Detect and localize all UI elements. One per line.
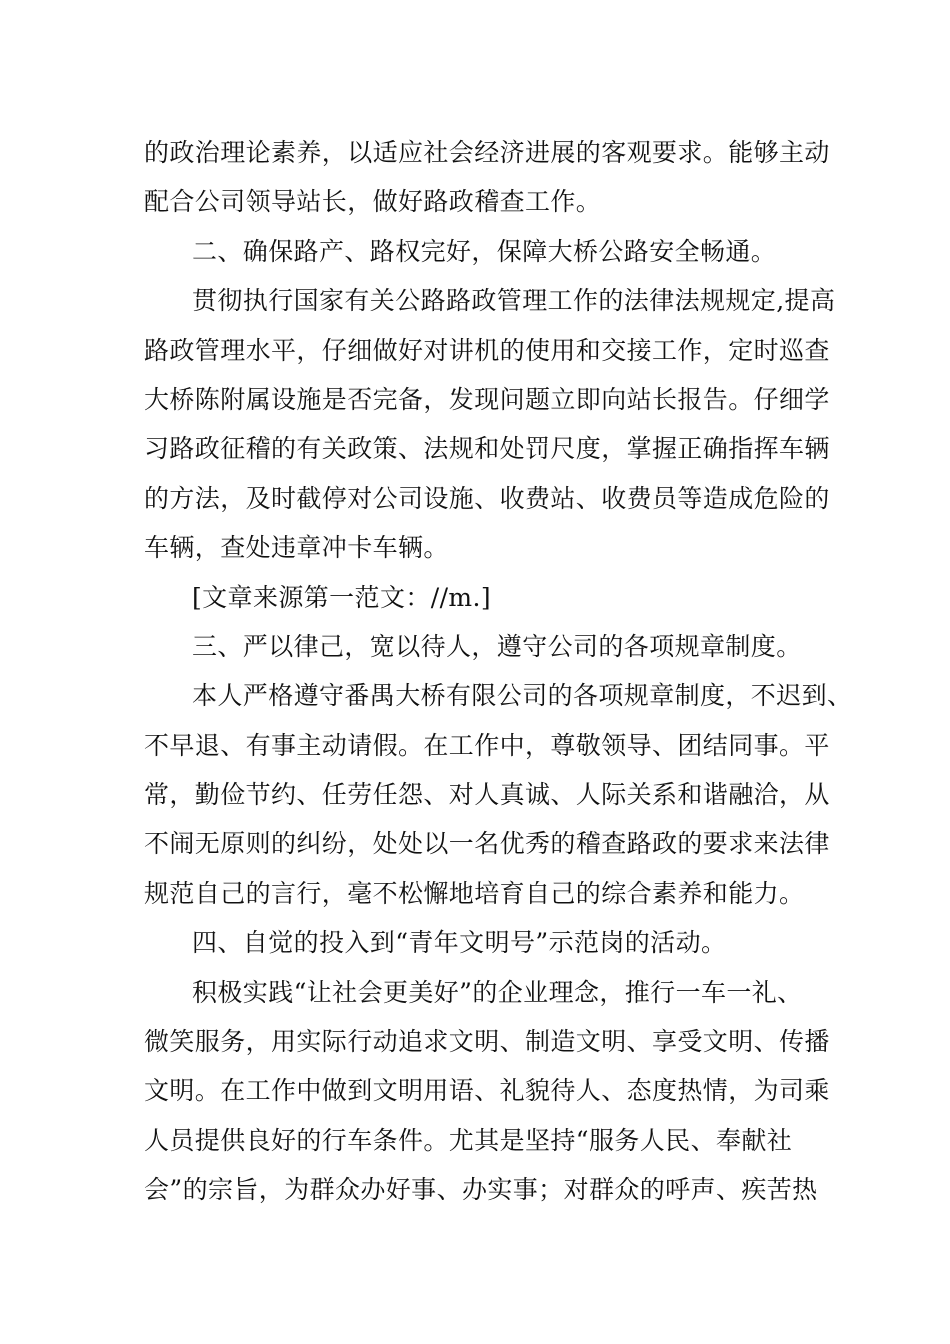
section-heading: 三、严以律己，宽以待人，遵守公司的各项规章制度。: [192, 631, 802, 661]
text-line: 不闹无原则的纠纷，处处以一名优秀的稽查路政的要求来法律: [144, 829, 830, 859]
text-line: 微笑服务，用实际行动追求文明、制造文明、享受文明、传播: [144, 1027, 830, 1057]
document-body: [144, 128, 853, 1215]
text-line: 规范自己的言行，毫不松懈地培育自己的综合素养和能力。: [144, 878, 805, 908]
text-line: 积极实践“让社会更美好”的企业理念，推行一车一礼、: [192, 977, 803, 1007]
text-line: 的政治理论素养，以适应社会经济进展的客观要求。能够主动: [144, 138, 830, 167]
text-line: 习路政征稽的有关政策、法规和处罚尺度，掌握正确指挥车辆: [144, 434, 830, 464]
text-line: 路政管理水平，仔细做好对讲机的使用和交接工作，定时巡查: [144, 335, 830, 365]
text-line: 文明。在工作中做到文明用语、礼貌待人、态度热情，为司乘: [144, 1076, 830, 1106]
text-line: 大桥陈附属设施是否完备，发现问题立即向站长报告。仔细学: [144, 384, 830, 414]
section-heading: 二、确保路产、路权完好，保障大桥公路安全畅通。: [192, 236, 777, 266]
section-heading: 四、自觉的投入到“青年文明号”示范岗的活动。: [192, 928, 727, 958]
text-line: 车辆，查处违章冲卡车辆。: [144, 533, 449, 563]
source-note: [文章来源第一范文：//m.]: [192, 582, 492, 612]
text-line: 的方法，及时截停对公司设施、收费站、收费员等造成危险的: [144, 483, 830, 513]
text-line: 本人严格遵守番禺大桥有限公司的各项规章制度，不迟到、: [192, 681, 853, 711]
text-line: 常，勤俭节约、任劳任怨、对人真诚、人际关系和谐融洽，从: [144, 780, 830, 810]
text-line: 人员提供良好的行车条件。尤其是坚持“服务人民、奉献社: [144, 1125, 793, 1155]
text-line: 配合公司领导站长，做好路政稽查工作。: [144, 187, 602, 217]
text-line: 贯彻执行国家有关公路路政管理工作的法律法规规定,提高: [192, 286, 836, 316]
text-line: 不早退、有事主动请假。在工作中，尊敬领导、团结同事。平: [144, 730, 830, 760]
text-line: 会”的宗旨，为群众办好事、办实事；对群众的呼声、疾苦热: [144, 1175, 818, 1205]
